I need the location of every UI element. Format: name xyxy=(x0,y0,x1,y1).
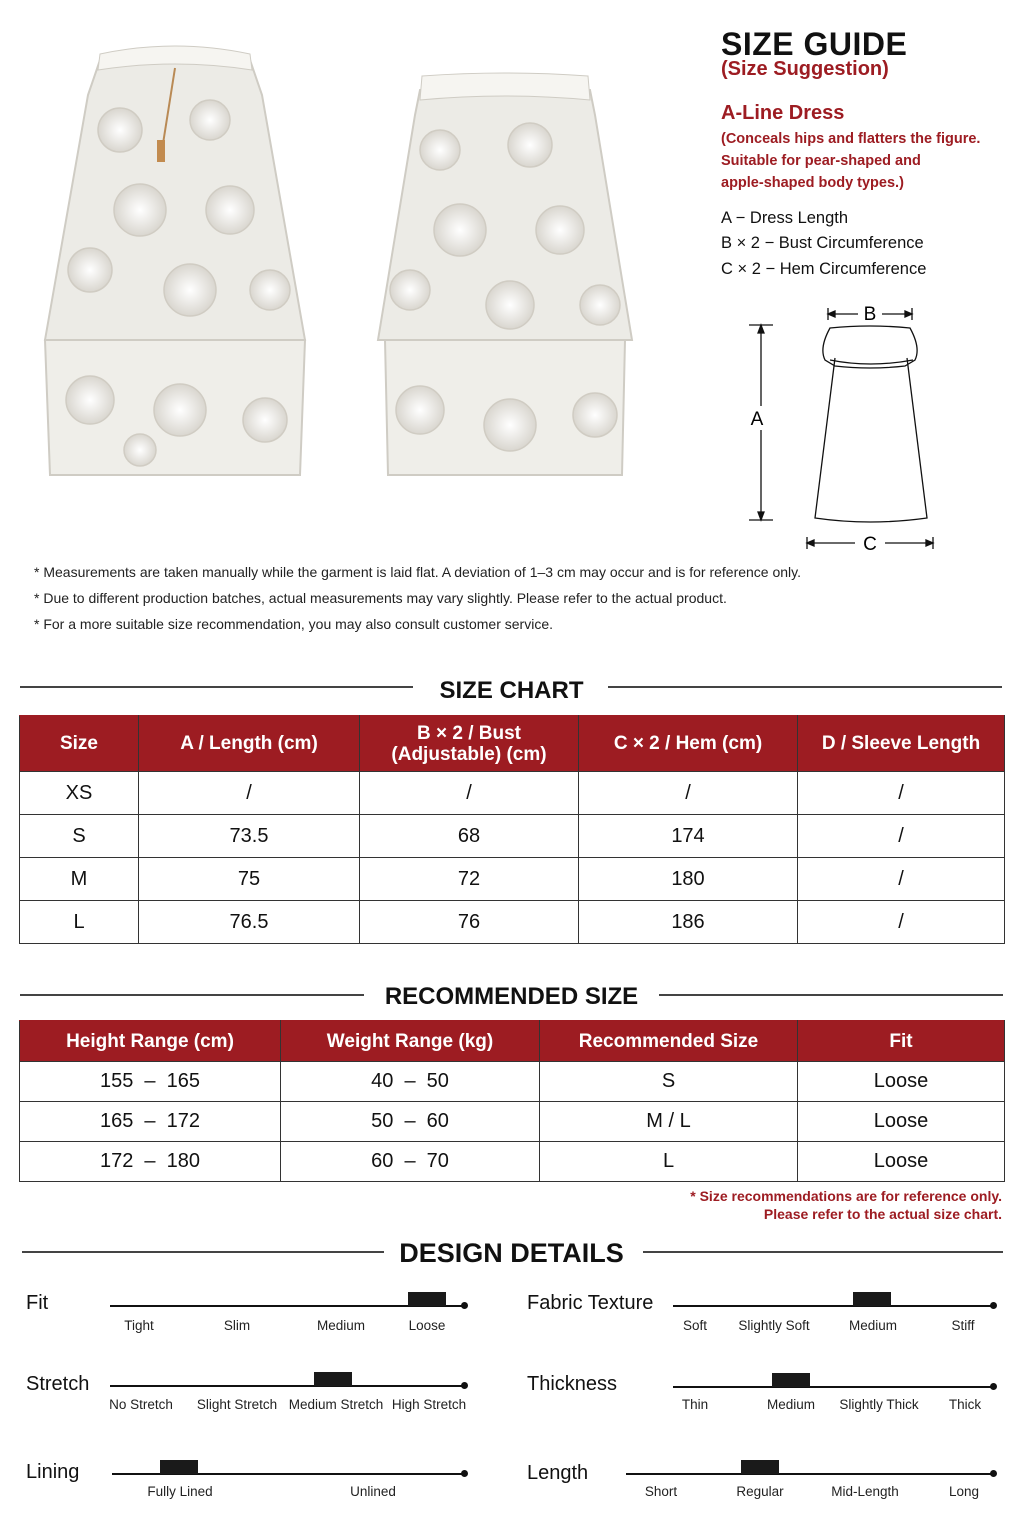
scale-option: High Stretch xyxy=(391,1397,467,1412)
scale-option: Slightly Thick xyxy=(839,1397,919,1412)
lining-selected-marker xyxy=(160,1460,198,1474)
scale-label-lining: Lining xyxy=(26,1461,80,1483)
stretch-selected-marker xyxy=(314,1372,352,1386)
size-chart-header: Size xyxy=(20,716,139,772)
table-cell: 40 – 50 xyxy=(281,1062,540,1102)
size-chart-header: D / Sleeve Length xyxy=(798,716,1005,772)
size-chart-title: SIZE CHART xyxy=(439,677,584,704)
table-cell: / xyxy=(798,858,1005,901)
table-cell: M xyxy=(20,858,139,901)
recommended-header: Height Range (cm) xyxy=(20,1021,281,1062)
size-chart-header: C × 2 / Hem (cm) xyxy=(579,716,798,772)
diagram-label-a: A xyxy=(750,409,764,430)
scale-line xyxy=(673,1386,993,1388)
table-cell: 155 – 165 xyxy=(20,1062,281,1102)
table-row xyxy=(20,901,1005,944)
table-row xyxy=(20,1102,1005,1142)
scale-option: Medium xyxy=(316,1318,365,1333)
table-row xyxy=(20,1062,1005,1102)
recommended-header: Weight Range (kg) xyxy=(281,1021,540,1062)
scale-option: Medium Stretch xyxy=(288,1397,384,1412)
table-cell: 165 – 172 xyxy=(20,1102,281,1142)
table-cell: 180 xyxy=(579,858,798,901)
size-chart-header: A / Length (cm) xyxy=(139,716,360,772)
scale-option: No Stretch xyxy=(109,1397,173,1412)
length-selected-marker xyxy=(741,1460,779,1474)
scale-end-dot xyxy=(990,1302,997,1309)
table-cell: 75 xyxy=(139,858,360,901)
diagram-label-b: B xyxy=(863,304,877,325)
scale-end-dot xyxy=(461,1382,468,1389)
scale-option: Soft xyxy=(682,1318,707,1333)
scale-option: Medium xyxy=(766,1397,815,1412)
table-cell: Loose xyxy=(798,1142,1005,1182)
table-cell: 68 xyxy=(360,815,579,858)
table-cell: / xyxy=(360,772,579,815)
table-cell: 186 xyxy=(579,901,798,944)
style-description-line: apple-shaped body types.) xyxy=(721,175,904,191)
table-cell: / xyxy=(139,772,360,815)
recommended-header: Fit xyxy=(798,1021,1005,1062)
design-details-title: DESIGN DETAILS xyxy=(399,1238,624,1268)
table-row xyxy=(20,1142,1005,1182)
fabric-texture-selected-marker xyxy=(853,1292,891,1306)
size-chart-table xyxy=(19,715,1005,944)
table-cell: / xyxy=(798,772,1005,815)
note-line: * For a more suitable size recommendation, you may also consult customer service. xyxy=(34,616,553,632)
table-cell: S xyxy=(20,815,139,858)
thickness-selected-marker xyxy=(772,1373,810,1387)
scale-label-fit: Fit xyxy=(26,1292,49,1314)
scale-line xyxy=(673,1305,993,1307)
scale-option: Slim xyxy=(223,1318,251,1333)
style-description-line: Suitable for pear-shaped and xyxy=(721,153,921,169)
scale-line xyxy=(626,1473,993,1475)
table-cell: XS xyxy=(20,772,139,815)
table-cell: L xyxy=(540,1142,798,1182)
scale-option: Long xyxy=(948,1484,980,1499)
scale-option: Unlined xyxy=(350,1484,396,1499)
style-name: A-Line Dress xyxy=(721,102,845,124)
style-description-line: (Conceals hips and flatters the figure. xyxy=(721,131,981,147)
recommended-size-table xyxy=(19,1020,1005,1182)
recommended-header: Recommended Size xyxy=(540,1021,798,1062)
table-cell: 76 xyxy=(360,901,579,944)
scale-option: Regular xyxy=(736,1484,784,1499)
table-row xyxy=(20,772,1005,815)
note-line: * Due to different production batches, actual measurements may vary slightly. Please refer to the actual product. xyxy=(34,590,727,606)
scale-option: Thick xyxy=(948,1397,982,1412)
scale-option: Slightly Soft xyxy=(738,1318,810,1333)
table-cell: / xyxy=(798,901,1005,944)
recommended-size-title: RECOMMENDED SIZE xyxy=(384,983,639,1010)
scale-option: Medium xyxy=(848,1318,897,1333)
note-line: * Measurements are taken manually while the garment is laid flat. A deviation of 1–3 cm may occur and is for reference only. xyxy=(34,564,802,580)
scale-option: Stiff xyxy=(951,1318,975,1333)
table-cell: L xyxy=(20,901,139,944)
measurement-diagram xyxy=(735,298,945,558)
dress-front-photo xyxy=(30,40,320,480)
table-cell: / xyxy=(798,815,1005,858)
scale-end-dot xyxy=(461,1302,468,1309)
table-cell: S xyxy=(540,1062,798,1102)
table-row xyxy=(20,815,1005,858)
scale-end-dot xyxy=(461,1470,468,1477)
table-cell: 174 xyxy=(579,815,798,858)
scale-option: Loose xyxy=(408,1318,446,1333)
table-cell: M / L xyxy=(540,1102,798,1142)
size-chart-header xyxy=(360,716,579,772)
scale-label-stretch: Stretch xyxy=(26,1373,90,1395)
scale-option: Thin xyxy=(681,1397,709,1412)
guide-title: SIZE GUIDE xyxy=(721,26,908,62)
diagram-label-c: C xyxy=(863,534,877,555)
scale-option: Short xyxy=(644,1484,678,1499)
scale-option: Tight xyxy=(124,1318,154,1333)
scale-label-fabric-texture: Fabric Texture xyxy=(527,1292,654,1314)
scale-end-dot xyxy=(990,1470,997,1477)
scale-end-dot xyxy=(990,1383,997,1390)
size-chart-header-line: (Adjustable) (cm) xyxy=(391,743,547,765)
table-cell: / xyxy=(579,772,798,815)
measurement-c: C × 2 − Hem Circumference xyxy=(721,260,927,278)
measurement-b: B × 2 − Bust Circumference xyxy=(721,234,924,252)
table-cell: 60 – 70 xyxy=(281,1142,540,1182)
dress-back-photo xyxy=(360,70,650,485)
measurement-a: A − Dress Length xyxy=(721,209,849,227)
disclaimer-line: Please refer to the actual size chart. xyxy=(763,1206,1002,1222)
guide-subtitle: (Size Suggestion) xyxy=(721,58,889,80)
scale-option: Fully Lined xyxy=(147,1484,213,1499)
scale-option: Slight Stretch xyxy=(196,1397,278,1412)
size-chart-header-line: B × 2 / Bust xyxy=(417,722,521,744)
table-cell: Loose xyxy=(798,1102,1005,1142)
fit-selected-marker xyxy=(408,1292,446,1306)
table-cell: 72 xyxy=(360,858,579,901)
scale-label-length: Length xyxy=(527,1462,589,1484)
scale-option: Mid-Length xyxy=(831,1484,899,1499)
table-cell: 50 – 60 xyxy=(281,1102,540,1142)
table-cell: 172 – 180 xyxy=(20,1142,281,1182)
table-cell: Loose xyxy=(798,1062,1005,1102)
scale-line xyxy=(110,1385,464,1387)
table-cell: 76.5 xyxy=(139,901,360,944)
table-row xyxy=(20,858,1005,901)
scale-label-thickness: Thickness xyxy=(527,1373,618,1395)
disclaimer-line: * Size recommendations are for reference only. xyxy=(690,1188,1002,1204)
table-cell: 73.5 xyxy=(139,815,360,858)
